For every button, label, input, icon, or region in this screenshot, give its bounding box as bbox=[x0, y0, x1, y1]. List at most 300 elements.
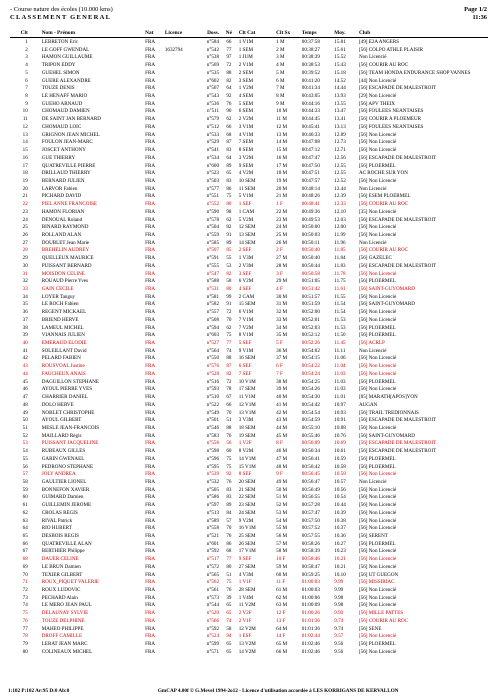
table-row bbox=[10, 371, 488, 379]
cell-dos: n°586 bbox=[206, 494, 220, 501]
cell-nat: FRA bbox=[145, 154, 156, 161]
cell-tps: 00:54:24 bbox=[301, 370, 320, 377]
cell-tps: 00:56:34 bbox=[301, 448, 320, 455]
cell-lic bbox=[165, 502, 195, 510]
cell-dos: n°577 bbox=[206, 185, 220, 192]
cell-club: [56] Non Licencié bbox=[358, 316, 397, 323]
cell-club: [56] Non Licencié bbox=[358, 556, 397, 563]
cell-cat: 2 V2M bbox=[238, 116, 254, 123]
cell-clt: 70 bbox=[22, 571, 28, 578]
cell-moy: 11.54 bbox=[334, 309, 346, 316]
table-row bbox=[10, 340, 488, 348]
cell-name: TEXIER GILBERT bbox=[41, 571, 83, 578]
footer-license: GmCAP 4.00f © G.Mevel 1994-2o12 - Licence d'utilisation accordée à LES KORRIGANS DE KERVALLON bbox=[157, 688, 399, 694]
cell-tps: 00:48:14 bbox=[301, 185, 320, 192]
cell-clt: 76 bbox=[22, 617, 28, 624]
cell-tps: 00:52:03 bbox=[301, 324, 320, 331]
cell-cat: 4 V1M bbox=[238, 131, 254, 138]
table-row bbox=[10, 209, 488, 217]
cell-cat: 5 V1M bbox=[238, 193, 254, 200]
cell-lic bbox=[165, 633, 195, 641]
cell-name: RIVAL Patrick bbox=[41, 517, 73, 524]
cell-club: [56] SAINT-GUYOMARD bbox=[358, 432, 415, 439]
table-row bbox=[10, 39, 488, 47]
col-clt: Clt bbox=[20, 30, 28, 36]
cell-club: Non Licencié bbox=[358, 54, 387, 61]
cell-club: [56] Non Licencié bbox=[358, 355, 397, 362]
cell-clt: 8 bbox=[25, 93, 28, 100]
table-row bbox=[10, 132, 488, 140]
cell-clt: 5 bbox=[25, 69, 28, 76]
cell-club: [56] COURIR AU ROC bbox=[358, 62, 409, 69]
cell-nat: FRA bbox=[145, 77, 156, 84]
cell-sx: 19 M bbox=[276, 177, 288, 184]
cell-name: AYOUL GILBERT bbox=[41, 417, 82, 424]
cell-moy: 10.37 bbox=[334, 525, 346, 532]
table-row bbox=[10, 271, 488, 279]
cell-name: PEDRONO STEPHANE bbox=[41, 463, 94, 470]
col-clt-sx: Clt Sx bbox=[276, 30, 291, 36]
cell-ne: 89 bbox=[226, 502, 232, 509]
cell-club: [56] SENE bbox=[358, 625, 382, 632]
cell-dos: n°567 bbox=[206, 85, 220, 92]
cell-sx: 23 M bbox=[276, 216, 288, 223]
cell-sx: 12 M bbox=[276, 123, 288, 130]
table-row bbox=[10, 348, 488, 356]
cell-dos: n°558 bbox=[206, 525, 220, 532]
cell-sx: 63 M bbox=[276, 602, 288, 609]
cell-ne: 76 bbox=[226, 533, 232, 539]
table-row bbox=[10, 70, 488, 78]
cell-dos: n°591 bbox=[206, 255, 220, 262]
cell-name: BREHELIN AUDREY bbox=[41, 247, 90, 254]
cell-clt: 23 bbox=[22, 208, 28, 215]
cell-club: [56] PLOËRMEL bbox=[358, 378, 396, 385]
cell-sx: 30 M bbox=[276, 293, 288, 300]
table-row bbox=[10, 525, 488, 533]
cell-dos: n°573 bbox=[206, 594, 220, 601]
cell-moy: 10.69 bbox=[334, 440, 346, 447]
cell-lic bbox=[165, 464, 195, 472]
cell-moy: 10.10 bbox=[334, 571, 346, 578]
cell-name: MAILLARD Régis bbox=[41, 432, 82, 439]
cell-cat: 3 V2M bbox=[238, 154, 254, 161]
cell-name: CHARRIER DANIEL bbox=[41, 394, 88, 401]
cell-dos: n°533 bbox=[206, 131, 220, 138]
cell-club: [56] ESCAPADE DE MALESTROIT bbox=[358, 440, 437, 447]
cell-moy: 11.99 bbox=[334, 231, 346, 238]
cell-tps: 00:51:42 bbox=[301, 286, 320, 292]
cell-dos: n°547 bbox=[206, 270, 220, 277]
cell-club: [56] GAZELEC bbox=[358, 255, 392, 262]
cell-moy: 12.55 bbox=[334, 170, 346, 177]
cell-tps: 00:38:53 bbox=[301, 62, 320, 69]
cell-ne: 83 bbox=[226, 494, 232, 501]
cell-lic bbox=[165, 116, 195, 124]
cell-tps: 00:44:45 bbox=[301, 116, 320, 123]
cell-ne: 94 bbox=[226, 633, 232, 640]
cell-sx: 28 M bbox=[276, 262, 288, 269]
table-row bbox=[10, 541, 488, 549]
cell-dos: n°528 bbox=[206, 370, 220, 377]
cell-tps: 00:56:55 bbox=[301, 494, 320, 501]
cell-tps: 00:58:46 bbox=[301, 556, 320, 563]
cell-dos: n°520 bbox=[206, 610, 220, 617]
cell-club: [49] E2A ANGERS bbox=[358, 39, 400, 45]
table-row bbox=[10, 556, 488, 564]
cell-ne: 83 bbox=[226, 147, 232, 154]
cell-cat: 3 SEF bbox=[238, 270, 252, 277]
cell-cat: 6 V1M bbox=[238, 309, 254, 316]
cell-name: DELAUNAY SYLVIE bbox=[41, 610, 89, 617]
cell-sx: 7 F bbox=[276, 370, 283, 377]
cell-moy: 12.10 bbox=[334, 208, 346, 215]
cell-nat: FRA bbox=[145, 324, 156, 331]
cell-clt: 50 bbox=[22, 417, 28, 424]
cell-nat: FRA bbox=[145, 216, 156, 223]
table-row bbox=[10, 186, 488, 194]
table-row bbox=[10, 379, 488, 387]
cell-cat: 28 SEM bbox=[238, 587, 256, 594]
table-row bbox=[10, 85, 488, 93]
cell-club: [56] MISSIRIAC bbox=[358, 579, 395, 586]
cell-club: [56] Non Licencié bbox=[358, 177, 397, 184]
cell-tps: 00:57:47 bbox=[301, 509, 320, 516]
cell-dos: n°593 bbox=[206, 386, 220, 393]
cell-lic bbox=[165, 85, 195, 93]
cell-name: SOLEILLANT David bbox=[41, 347, 87, 354]
cell-ne: 80 bbox=[226, 563, 232, 570]
cell-moy: 9.99 bbox=[334, 579, 344, 586]
cell-sx: 38 M bbox=[276, 378, 288, 385]
cell-moy: 10.39 bbox=[334, 509, 346, 516]
cell-nat: FRA bbox=[145, 69, 156, 76]
cell-sx: 5 F bbox=[276, 340, 283, 347]
cell-ne: 84 bbox=[226, 509, 232, 516]
cell-cat: 5 SEF bbox=[238, 340, 252, 347]
cell-tps: 01:00:03 bbox=[301, 579, 320, 586]
cell-moy: 10.56 bbox=[334, 486, 346, 493]
cell-cat: 14 V1M bbox=[238, 455, 256, 462]
footer bbox=[8, 688, 487, 694]
cell-name: BONNEFON XAVIER bbox=[41, 486, 90, 493]
cell-moy: 15.61 bbox=[334, 46, 346, 53]
cell-clt: 27 bbox=[22, 239, 28, 246]
table-row bbox=[10, 363, 488, 371]
cell-tps: 00:43:05 bbox=[301, 93, 320, 100]
cell-tps: 00:56:47 bbox=[301, 478, 320, 485]
cell-club: [56] Non Licencié bbox=[358, 131, 397, 138]
cell-club: [56] Non Licencié bbox=[358, 509, 397, 516]
cell-name: LE MERO JEAN PAUL bbox=[41, 602, 92, 609]
cell-nat: FRA bbox=[145, 548, 156, 555]
cell-cat: 9 SEM bbox=[238, 162, 254, 169]
cell-lic bbox=[165, 579, 195, 587]
cell-sx: 1 M bbox=[276, 39, 285, 45]
cell-dos: n°582 bbox=[206, 301, 220, 308]
cell-nat: FRA bbox=[145, 571, 156, 578]
cell-name: BINARD RAYMOND bbox=[41, 224, 89, 231]
cell-clt: 19 bbox=[22, 177, 28, 184]
cell-clt: 77 bbox=[22, 625, 28, 632]
cell-name: DE SAINT JAN BERNARD bbox=[41, 116, 101, 123]
cell-club: [56] FOULEES NEANTAISES bbox=[358, 108, 424, 115]
cell-dos: n°598 bbox=[206, 448, 220, 455]
cell-nat: FRA bbox=[145, 409, 156, 416]
cell-tps: 00:52:00 bbox=[301, 309, 320, 316]
cell-ne: 58 bbox=[226, 625, 232, 632]
cell-ne: 87 bbox=[226, 139, 232, 146]
cell-club: [56] Non Licencié bbox=[358, 293, 397, 300]
cell-tps: 00:46:33 bbox=[301, 131, 320, 138]
cell-sx: 64 M bbox=[276, 625, 288, 632]
cell-clt: 54 bbox=[22, 448, 28, 455]
cell-nat: FRA bbox=[145, 432, 156, 439]
cell-name: VIANNAIS JULIEN bbox=[41, 332, 85, 339]
cell-dos: n°603 bbox=[206, 332, 220, 339]
cell-dos: n°507 bbox=[206, 247, 220, 254]
cell-clt: 1 bbox=[25, 39, 28, 45]
cell-moy: 9.74 bbox=[334, 617, 344, 624]
cell-cat: 1 V1F bbox=[238, 579, 252, 586]
cell-clt: 34 bbox=[22, 293, 28, 300]
cell-name: HAMON FLORIAN bbox=[41, 208, 85, 215]
cell-lic bbox=[165, 54, 195, 62]
cell-club: [56] COURIR AU ROC bbox=[358, 617, 409, 624]
cell-clt: 59 bbox=[22, 486, 28, 493]
table-row bbox=[10, 101, 488, 109]
cell-ne: 76 bbox=[226, 587, 232, 594]
page-number: Page 1/2 bbox=[464, 6, 487, 13]
cell-sx: 51 M bbox=[276, 494, 288, 501]
table-row bbox=[10, 595, 488, 603]
cell-tps: 00:47:50 bbox=[301, 162, 320, 169]
cell-dos: n°556 bbox=[206, 440, 220, 447]
cell-nat: FRA bbox=[145, 116, 156, 123]
cell-club: [56] PLOËRMEL bbox=[358, 540, 396, 547]
cell-cat: 7 V1M bbox=[238, 316, 254, 323]
cell-nat: FRA bbox=[145, 579, 156, 586]
cell-lic bbox=[165, 332, 195, 340]
cell-tps: 01:00:03 bbox=[301, 587, 320, 594]
cell-ne: 72 bbox=[226, 309, 232, 316]
cell-tps: 00:49:53 bbox=[301, 216, 320, 223]
cell-moy: 11.85 bbox=[334, 247, 346, 254]
cell-lic bbox=[165, 193, 195, 201]
cell-name: QUATREVILLE PIERRE bbox=[41, 162, 96, 169]
cell-nat: FRA bbox=[145, 448, 156, 455]
cell-tps: 00:50:44 bbox=[301, 262, 320, 269]
table-row bbox=[10, 494, 488, 502]
cell-ne: 97 bbox=[226, 54, 232, 61]
cell-nat: FRA bbox=[145, 494, 156, 501]
cell-sx: 26 M bbox=[276, 239, 288, 246]
cell-dos: n°569 bbox=[206, 62, 220, 69]
cell-club: [56] Non Licencié bbox=[358, 525, 397, 532]
cell-sx: 15 M bbox=[276, 147, 288, 154]
cell-nat: FRA bbox=[145, 46, 156, 53]
cell-lic bbox=[165, 433, 195, 441]
cell-nat: FRA bbox=[145, 139, 156, 146]
cell-clt: 11 bbox=[22, 116, 28, 123]
cell-lic bbox=[165, 448, 195, 456]
cell-moy: 11.84 bbox=[334, 255, 346, 262]
cell-clt: 80 bbox=[22, 648, 28, 655]
cell-tps: 00:55:10 bbox=[301, 424, 320, 431]
cell-moy: 15.81 bbox=[334, 39, 346, 45]
cell-ne: 70 bbox=[226, 316, 232, 323]
cell-cat: 9 V2M bbox=[238, 517, 254, 524]
cell-moy: 10.36 bbox=[334, 533, 346, 539]
cell-dos: n°564 bbox=[206, 347, 220, 354]
cell-tps: 00:56:42 bbox=[301, 463, 320, 470]
cell-ne: 53 bbox=[226, 262, 232, 269]
cell-sx: 9 M bbox=[276, 100, 285, 107]
cell-tps: 00:52:26 bbox=[301, 340, 320, 347]
cell-ne: 87 bbox=[226, 363, 232, 370]
cell-nat: FRA bbox=[145, 177, 156, 184]
cell-tps: 00:54:22 bbox=[301, 363, 320, 370]
cell-tps: 01:00:09 bbox=[301, 602, 320, 609]
cell-cat: 8 V1M bbox=[238, 332, 254, 339]
cell-sx: 16 M bbox=[276, 154, 288, 161]
table-row bbox=[10, 456, 488, 464]
table-row bbox=[10, 263, 488, 271]
cell-tps: 01:02:44 bbox=[301, 633, 320, 640]
cell-lic bbox=[165, 417, 195, 425]
cell-ne: 72 bbox=[226, 378, 232, 385]
cell-moy: 10.91 bbox=[334, 417, 346, 424]
race-title: - Course nature des écoles (10.000 kms) bbox=[10, 6, 113, 13]
cell-ne: 70 bbox=[226, 409, 232, 416]
cell-sx: 41 M bbox=[276, 401, 288, 408]
cell-dos: n°551 bbox=[206, 193, 220, 200]
cell-cat: 19 SEM bbox=[238, 432, 256, 439]
cell-dos: n°522 bbox=[206, 401, 220, 408]
cell-club: [56] Non Licencié bbox=[358, 386, 397, 393]
cell-nat: FRA bbox=[145, 641, 156, 648]
cell-lic bbox=[165, 379, 195, 387]
cell-nat: FRA bbox=[145, 424, 156, 431]
cell-sx: 9 F bbox=[276, 471, 283, 478]
cell-cat: 4 V2M bbox=[238, 170, 254, 177]
cell-club: [56] APV THEIX bbox=[358, 100, 395, 107]
cell-clt: 30 bbox=[22, 262, 28, 269]
cell-moy: 12.39 bbox=[334, 193, 346, 200]
cell-lic bbox=[165, 294, 195, 302]
cell-nat: FRA bbox=[145, 401, 156, 408]
cell-moy: 11.96 bbox=[334, 239, 346, 246]
cell-sx: 32 M bbox=[276, 309, 288, 316]
col-name: Nom - Prénom bbox=[41, 30, 75, 36]
cell-cat: 1 JUM bbox=[238, 54, 253, 61]
cell-tps: 00:50:00 bbox=[301, 224, 320, 231]
table-row bbox=[10, 155, 488, 163]
cell-moy: 10.21 bbox=[334, 556, 346, 563]
cell-dos: n°595 bbox=[206, 463, 220, 470]
cell-nat: FRA bbox=[145, 517, 156, 524]
table-row bbox=[10, 325, 488, 333]
cell-dos: n°524 bbox=[206, 633, 220, 640]
cell-name: DAUER CÉLINE bbox=[41, 556, 79, 563]
cell-club: [56] Non Licencié bbox=[358, 424, 397, 431]
cell-cat: 1 SEF bbox=[238, 201, 252, 208]
cell-lic bbox=[165, 70, 195, 78]
table-row bbox=[10, 626, 488, 634]
cell-lic bbox=[165, 247, 195, 255]
cell-name: GAIN CECILE bbox=[41, 286, 74, 292]
cell-clt: 72 bbox=[22, 587, 28, 594]
cell-lic bbox=[165, 564, 195, 572]
cell-sx: 46 M bbox=[276, 448, 288, 455]
cell-ne: 98 bbox=[226, 208, 232, 215]
cell-moy: 11.03 bbox=[334, 370, 346, 377]
cell-ne: 62 bbox=[226, 324, 232, 331]
cell-moy: 10.61 bbox=[334, 448, 346, 455]
cell-ne: 80 bbox=[226, 201, 232, 208]
cell-lic bbox=[165, 348, 195, 356]
cell-ne: 88 bbox=[226, 69, 232, 76]
table-row bbox=[10, 502, 488, 510]
cell-club: [56] PLOËRMEL bbox=[358, 463, 396, 470]
cell-nat: FRA bbox=[145, 262, 156, 269]
cell-ne: 60 bbox=[226, 448, 232, 455]
cell-lic bbox=[165, 301, 195, 309]
cell-dos: n°521 bbox=[206, 533, 220, 539]
cell-clt: 48 bbox=[22, 401, 28, 408]
cell-ne: 55 bbox=[226, 255, 232, 262]
cell-dos: n°516 bbox=[206, 378, 220, 385]
cell-name: QUATREVILLE ALAN bbox=[41, 540, 92, 547]
cell-sx: 2 M bbox=[276, 46, 285, 53]
cell-dos: n°513 bbox=[206, 509, 220, 516]
cell-lic bbox=[165, 471, 195, 479]
cell-club: [56] TEAM HONDA ENDURANCE SHOP VANNES bbox=[358, 69, 471, 76]
cell-sx: 45 M bbox=[276, 432, 288, 439]
cell-nat: FRA bbox=[145, 147, 156, 154]
cell-sx: 42 M bbox=[276, 409, 288, 416]
cell-dos: n°504 bbox=[206, 224, 220, 231]
cell-clt: 47 bbox=[22, 394, 28, 401]
cell-tps: 00:54:15 bbox=[301, 355, 320, 362]
cell-clt: 43 bbox=[22, 363, 28, 370]
cell-moy: 10.38 bbox=[334, 517, 346, 524]
cell-moy: 12.55 bbox=[334, 162, 346, 169]
cell-name: PUISSANT JACQUELINE bbox=[41, 440, 99, 447]
cell-clt: 55 bbox=[22, 455, 28, 462]
cell-dos: n°527 bbox=[206, 340, 220, 347]
cell-nat: FRA bbox=[145, 378, 156, 385]
cell-nat: FRA bbox=[145, 386, 156, 393]
cell-name: LE ROCH Fabien bbox=[41, 301, 79, 308]
col-doss: Doss. bbox=[207, 30, 220, 36]
cell-tps: 00:57:52 bbox=[301, 525, 320, 532]
cell-sx: 4 F bbox=[276, 286, 283, 292]
cell-moy: 13.13 bbox=[334, 123, 346, 130]
cell-sx: 53 M bbox=[276, 509, 288, 516]
cell-clt: 15 bbox=[22, 147, 28, 154]
cell-ne: 86 bbox=[226, 540, 232, 547]
cell-cat: 13 V2M bbox=[238, 641, 256, 648]
cell-ne: 88 bbox=[226, 424, 232, 431]
cell-moy: 10.58 bbox=[334, 463, 346, 470]
cell-moy: 11.54 bbox=[334, 301, 346, 308]
cell-ne: 75 bbox=[226, 463, 232, 470]
cell-club: [56] Non Licencié bbox=[358, 363, 397, 370]
cell-sx: 60 M bbox=[276, 571, 288, 578]
cell-dos: n°552 bbox=[206, 201, 220, 208]
cell-nat: FRA bbox=[145, 625, 156, 632]
